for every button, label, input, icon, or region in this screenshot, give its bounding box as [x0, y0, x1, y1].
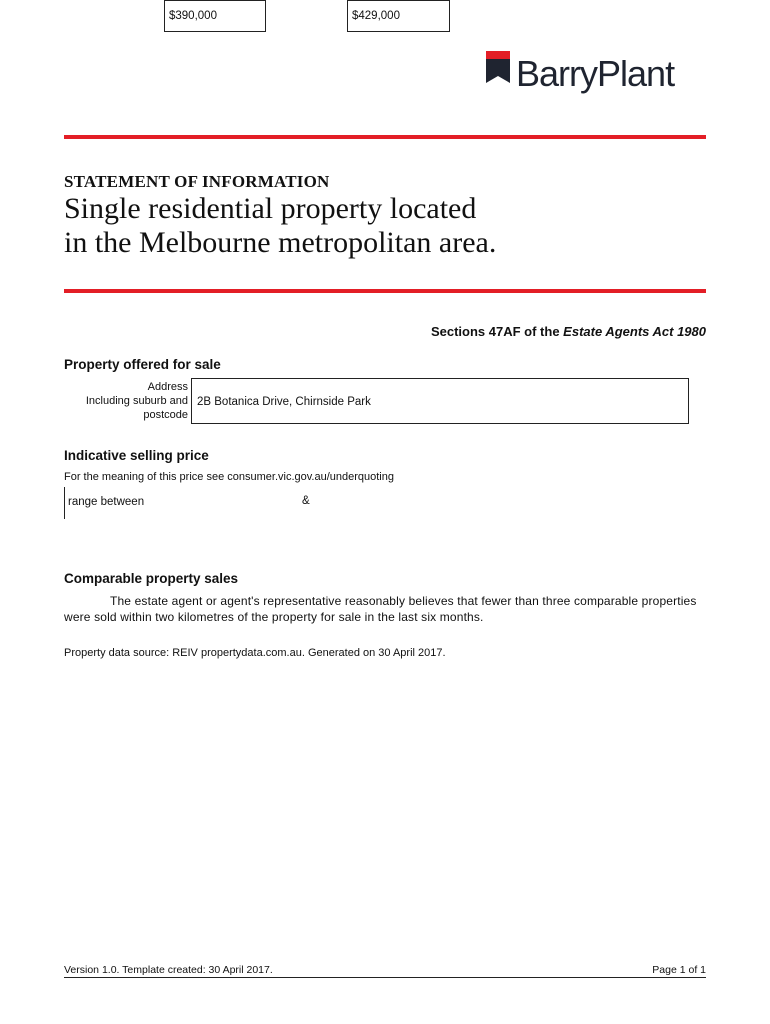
range-label: range between	[64, 487, 160, 519]
flag-icon	[486, 51, 510, 83]
legal-reference	[431, 324, 706, 339]
address-label-line-1: Address	[147, 381, 188, 393]
document-type: STATEMENT OF INFORMATION	[64, 172, 330, 191]
footer-page-number: Page 1 of 1	[652, 964, 706, 976]
sections-prefix: Sections 47AF of the	[430, 324, 564, 339]
logo-wordmark: BarryPlant	[516, 53, 675, 94]
address-label-line-2: Including suburb and	[85, 395, 188, 407]
address-label-line-3: postcode	[143, 409, 188, 421]
footer-version: Version 1.0. Template created: 30 April 2017.	[64, 964, 273, 976]
comparables-heading: Comparable property sales	[64, 571, 239, 586]
middle-red-rule	[64, 289, 706, 293]
page-title	[64, 192, 684, 260]
price-low-field[interactable]: $390,000	[164, 0, 266, 32]
act-name: Estate Agents Act 1980	[563, 324, 706, 339]
address-field[interactable]: 2B Botanica Drive, Chirnside Park	[191, 378, 689, 424]
price-separator: &	[302, 495, 310, 507]
price-meaning-note: For the meaning of this price see consumer.vic.gov.au/underquoting	[64, 471, 394, 483]
footer-rule	[64, 977, 706, 978]
address-label	[64, 380, 188, 422]
title-line-1: Single residential property located	[64, 192, 477, 225]
comparables-text: The estate agent or agent's representative reasonably believes that fewer than three comparable properties were sold within two kilometres of the property for sale in the last six months.	[64, 594, 697, 624]
top-red-rule	[64, 135, 706, 139]
price-high-field[interactable]: $429,000	[347, 0, 450, 32]
title-line-2: in the Melbourne metropolitan area.	[64, 226, 497, 259]
barry-plant-logo	[486, 50, 706, 98]
data-source-note: Property data source: REIV propertydata.com.au. Generated on 30 April 2017.	[64, 647, 446, 659]
property-heading: Property offered for sale	[64, 357, 221, 372]
comparables-paragraph	[64, 593, 704, 625]
price-heading: Indicative selling price	[64, 448, 209, 463]
